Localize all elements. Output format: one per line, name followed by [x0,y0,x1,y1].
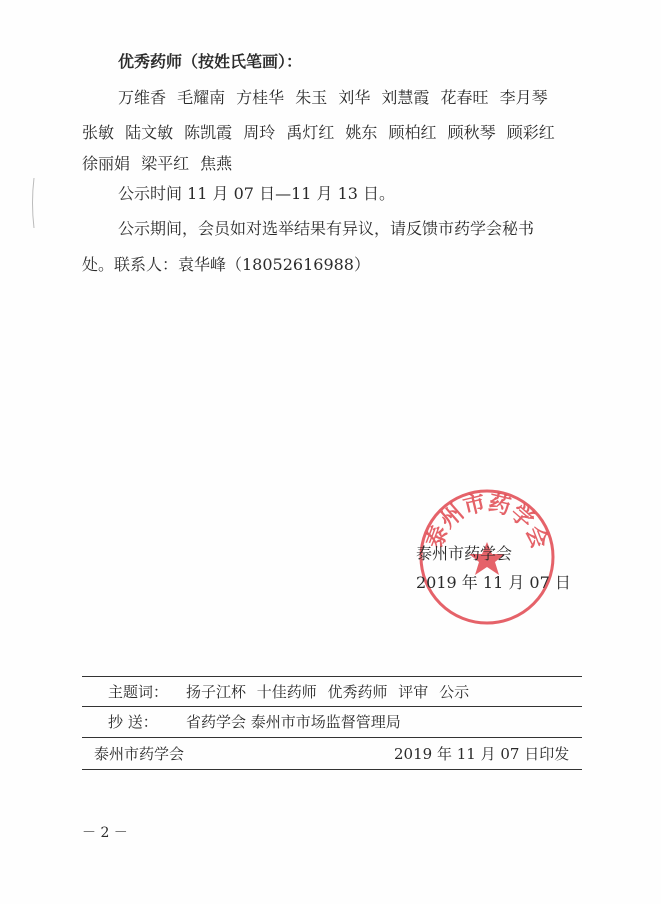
signature-org: 泰州市药学会 [416,544,513,563]
feedback-line-2: 处。联系人：袁华峰（18052616988） [82,255,370,274]
feedback-line-1: 公示期间，会员如对选举结果有异议，请反馈市药学会秘书 [118,219,535,238]
names-line-3: 徐丽娟 梁平红 焦燕 [82,154,233,173]
page-number: － 2 － [82,825,128,841]
names-line-2: 张敏 陆文敏 陈凯霞 周玲 禹灯红 姚东 顾柏红 顾秋琴 顾彩红 [82,123,555,142]
cc-values: 省药学会 泰州市市场监督管理局 [186,713,401,731]
section-heading: 优秀药师（按姓氏笔画）： [118,52,303,71]
footer-rule-2 [82,737,582,738]
names-line-1: 万维香 毛耀南 方桂华 朱玉 刘华 刘慧霞 花春旺 李月琴 [118,88,548,107]
footer-rule-top [82,676,582,677]
binding-mark [30,178,36,228]
issue-date: 2019 年 11 月 07 日印发 [394,745,570,763]
notice-period: 公示时间 11 月 07 日—11 月 13 日。 [118,184,396,203]
footer-rule-bottom [82,769,582,770]
svg-text:泰州市药学会: 泰州市药学会 [421,489,553,553]
keywords-values: 扬子江杯 十佳药师 优秀药师 评审 公示 [186,683,470,701]
footer-rule-1 [82,706,582,707]
cc-label: 抄 送： [108,713,158,731]
signature-date: 2019 年 11 月 07 日 [416,573,571,592]
issuer: 泰州市药学会 [94,745,185,763]
keywords-label: 主题词： [108,683,169,701]
